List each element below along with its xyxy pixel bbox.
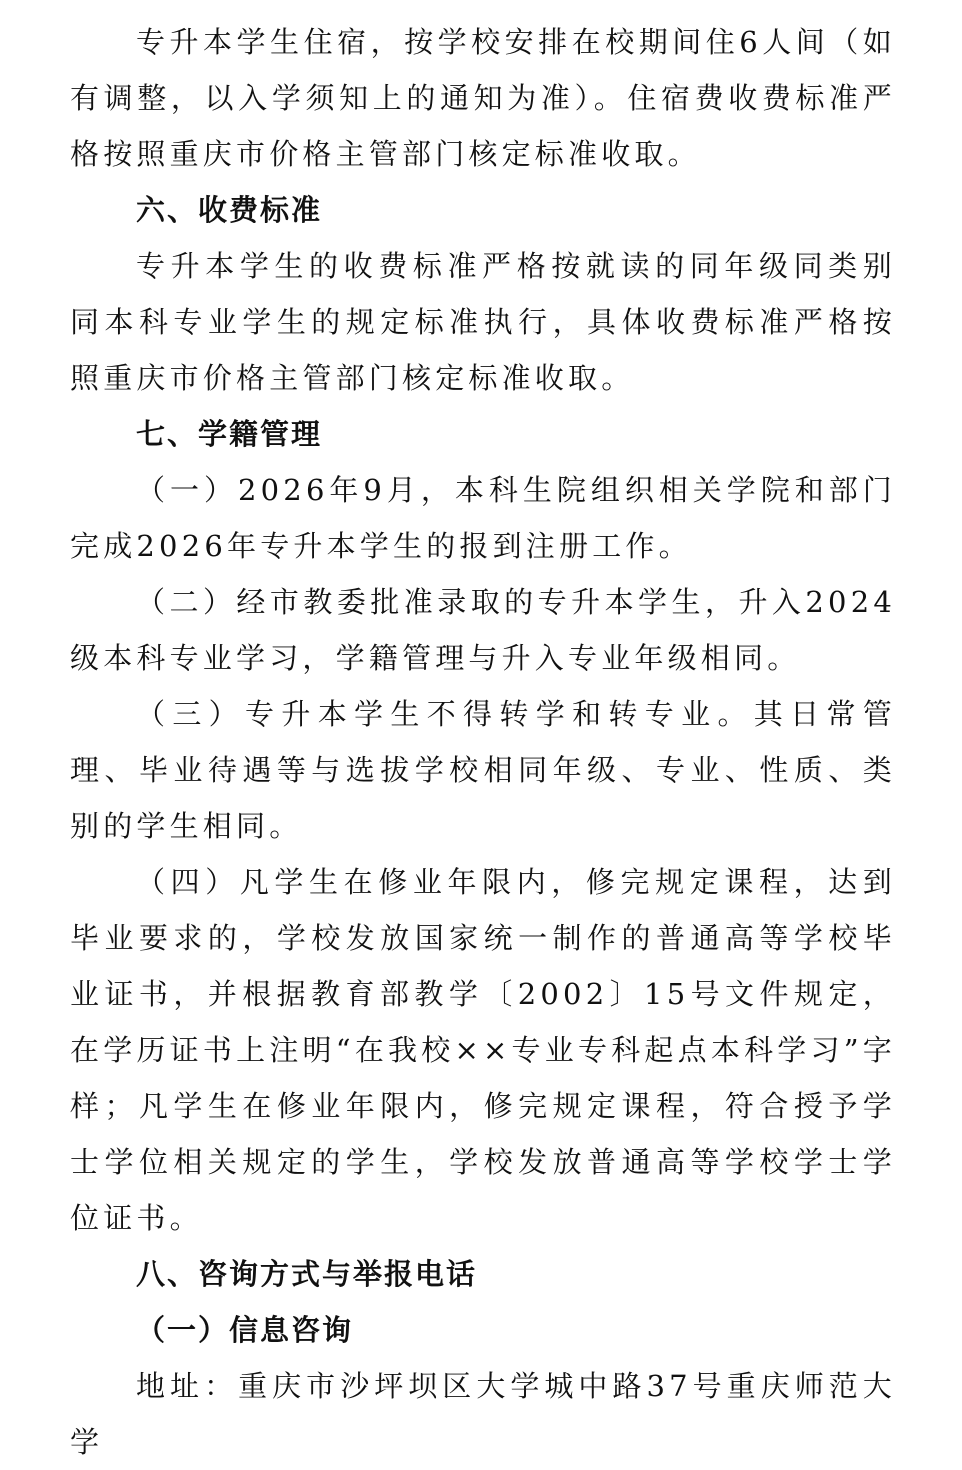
paragraph-registration-4: （四）凡学生在修业年限内，修完规定课程，达到毕业要求的，学校发放国家统一制作的普通高等学校毕业证书，并根据教育部教学〔2002〕15号文件规定，在学历证书上注明“在我校××专业专科起点本科学习”字样；凡学生在修业年限内，修完规定课程，符合授予学士学位相关规定的学生，学校发放普通高等学校学士学位证书。 [70, 865, 896, 1235]
subheading-info-inquiry: （一）信息咨询 [136, 1313, 354, 1347]
paragraph-address: 地址：重庆市沙坪坝区大学城中路37号重庆师范大学 [70, 1369, 896, 1459]
paragraph-accommodation: 专升本学生住宿，按学校安排在校期间住6人间（如有调整，以入学须知上的通知为准）。住宿费收费标准严格按照重庆市价格主管部门核定标准收取。 [70, 25, 896, 171]
section-heading-registration: 七、学籍管理 [136, 417, 323, 451]
paragraph-registration-2: （二）经市教委批准录取的专升本学生，升入2024级本科专业学习，学籍管理与升入专业年级相同。 [70, 585, 896, 675]
section-heading-fees: 六、收费标准 [136, 193, 323, 227]
paragraph-registration-1: （一）2026年9月，本科生院组织相关学院和部门完成2026年专升本学生的报到注册工作。 [70, 473, 896, 563]
paragraph-fees: 专升本学生的收费标准严格按就读的同年级同类别同本科专业学生的规定标准执行，具体收费标准严格按照重庆市价格主管部门核定标准收取。 [70, 249, 896, 395]
section-heading-contact: 八、咨询方式与举报电话 [136, 1257, 478, 1291]
paragraph-registration-3: （三）专升本学生不得转学和转专业。其日常管理、毕业待遇等与选拔学校相同年级、专业、性质、类别的学生相同。 [70, 697, 896, 843]
document-page [70, 14, 896, 1470]
